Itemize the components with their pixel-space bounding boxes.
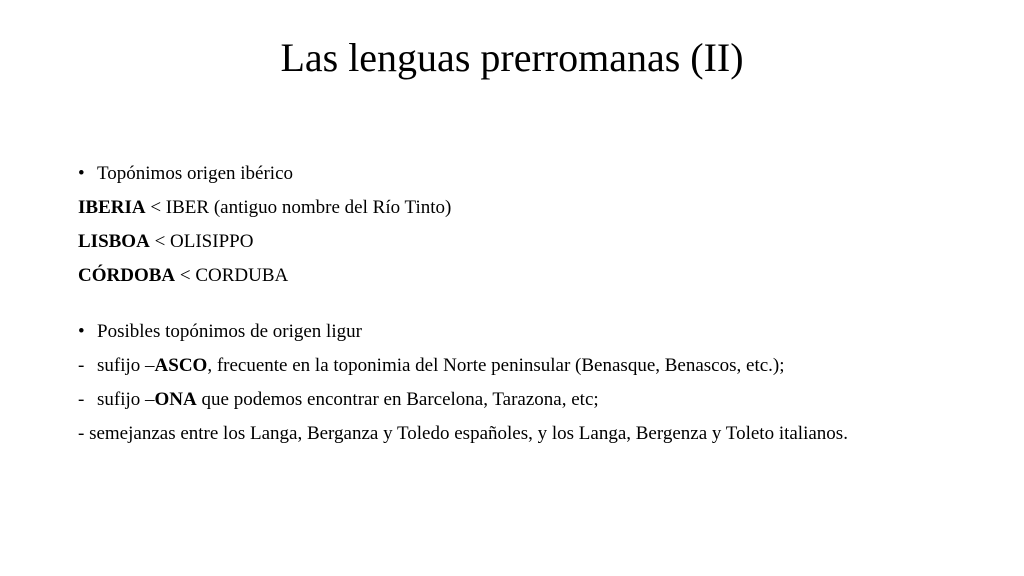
toponym-term: CÓRDOBA xyxy=(78,265,176,286)
spacer xyxy=(78,298,958,320)
toponym-term: LISBOA xyxy=(78,231,150,252)
slide-title: Las lenguas prerromanas (II) xyxy=(280,35,744,80)
suffix-prefix: sufijo – xyxy=(97,355,155,376)
toponym-lisboa xyxy=(78,230,958,253)
suffix-term: ONA xyxy=(154,389,197,410)
bullet-text: Posibles topónimos de origen ligur xyxy=(97,321,362,342)
bullet-ligurian-toponyms xyxy=(78,320,958,343)
toponym-term: IBERIA xyxy=(78,197,146,218)
bullet-iberian-toponyms xyxy=(78,162,958,185)
toponym-origin: < IBER (antiguo nombre del Río Tinto) xyxy=(145,197,452,218)
bullet-icon: • xyxy=(78,163,85,184)
bullet-icon: • xyxy=(78,321,85,342)
suffix-prefix: sufijo – xyxy=(97,389,155,410)
suffix-description: que podemos encontrar en Barcelona, Tarazona, etc; xyxy=(196,389,599,410)
toponym-origin: < OLISIPPO xyxy=(149,231,254,252)
bullet-text: Topónimos origen ibérico xyxy=(97,163,294,184)
suffix-asco xyxy=(78,354,958,377)
dash-icon: - xyxy=(78,355,85,376)
toponym-iberia xyxy=(78,196,958,219)
similarities-note: - semejanzas entre los Langa, Berganza y Toledo españoles, y los Langa, Bergenza y Toleto italianos. xyxy=(78,423,848,444)
dash-icon: - xyxy=(78,389,85,410)
suffix-term: ASCO xyxy=(154,355,208,376)
suffix-ona xyxy=(78,388,958,411)
suffix-description: , frecuente en la toponimia del Norte peninsular (Benasque, Benascos, etc.); xyxy=(207,355,785,376)
toponym-origin: < CORDUBA xyxy=(175,265,289,286)
toponym-cordoba xyxy=(78,264,958,287)
slide-body xyxy=(78,162,958,445)
